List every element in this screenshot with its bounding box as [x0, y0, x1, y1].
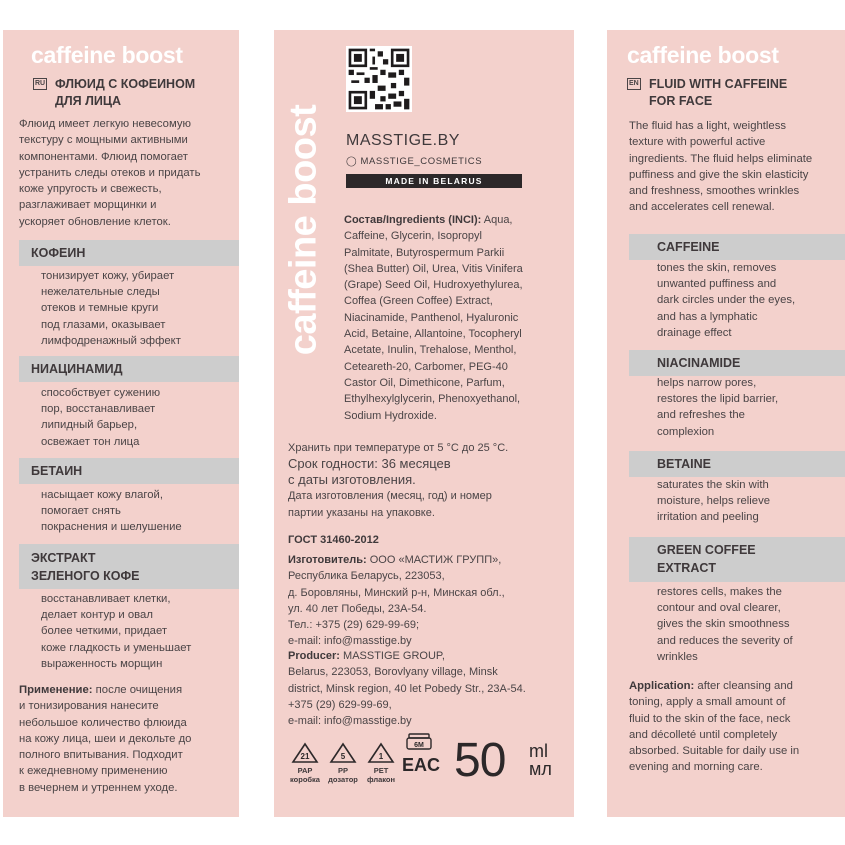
svg-text:1: 1: [378, 752, 384, 761]
svg-text:6M: 6M: [414, 742, 424, 749]
left-header: [33, 76, 233, 112]
lang-badge-en: EN: [627, 78, 641, 90]
brand-logo-right: caffeine boost: [627, 42, 779, 68]
instagram-icon: ◯: [346, 156, 358, 167]
left-intro: Флюид имеет легкую невесомую текстуру с мощными активными компонентами. Флюид помогает устранить следы отеков и придать коже упругость и свежесть, разглаживает морщинки и ускоряет обновление клеток.: [19, 118, 201, 228]
right-title: FLUID WITH CAFFEINE FOR FACE: [649, 77, 788, 108]
eac-mark: EAC: [402, 755, 441, 775]
section-label-niacinamide-ru: НИАЦИНАМИД: [31, 362, 123, 376]
brand-logo-left: caffeine boost: [31, 42, 183, 68]
made-in-badge: MADE IN BELARUS: [346, 174, 522, 188]
gost-label: ГОСТ 31460-2012: [288, 534, 379, 546]
recycling-triangle-icon: [291, 742, 319, 764]
recycling-triangle-icon: [367, 742, 395, 764]
qr-code-icon: [346, 46, 412, 112]
section-label-caffeine-en: CAFFEINE: [657, 240, 720, 254]
volume-unit: ml мл: [529, 741, 552, 779]
section-label-caffeine-ru: КОФЕИН: [31, 246, 86, 260]
website-label: MASSTIGE.BY: [346, 132, 460, 149]
recycling-triangle-icon: [329, 742, 357, 764]
section-label-betaine-en: BETAINE: [657, 457, 711, 471]
right-intro: The fluid has a light, weightless texture with powerful active ingredients. The fluid helps eliminate puffiness and give the skin elasticity and freshness, smoothes wrinkles and accelerates cell renewal.: [629, 120, 813, 214]
section-desc-niacinamide-ru: способствует сужению пор, восстанавливает липидный барьер, освежает тон лица: [41, 387, 161, 448]
section-desc-niacinamide-en: helps narrow pores, restores the lipid barrier, and refreshes the complexion: [657, 377, 779, 438]
middle-panel: [274, 30, 574, 817]
vertical-brand-logo: caffeine boost: [282, 104, 325, 356]
pao-jar-icon: [405, 732, 433, 750]
left-panel-ru: [3, 30, 239, 817]
left-usage: Применение: после очищения и тонизирования нанесите небольшое количество флюида на кожу лица, шеи и декольте до полного впитывания. Подходит к ежедневному применению в вечернем и утреннем уходе.: [19, 684, 192, 794]
section-label-green-coffee-en: GREEN COFFEE EXTRACT: [657, 543, 756, 575]
maker-block: Изготовитель: ООО «МАСТИЖ ГРУПП», Республика Беларусь, 223053, д. Боровляны, Минский р-н, Минская обл., ул. 40 лет Победы, 23А-54. Тел.: +375 (29) 629-99-69; e-mail: info@masstige.by: [288, 554, 505, 648]
recycling-mark-pap: 21 PAP коробка: [288, 742, 322, 784]
section-desc-green-coffee-en: restores cells, makes the contour and oval clearer, gives the skin smoothness and reduces the severity of wrinkles: [657, 586, 793, 663]
section-label-green-coffee-ru: ЭКСТРАКТ ЗЕЛЕНОГО КОФЕ: [31, 551, 140, 583]
lang-badge-ru: RU: [33, 78, 47, 90]
section-desc-caffeine-ru: тонизирует кожу, убирает нежелательные следы отеков и темные круги под глазами, оказывает лимфодренажный эффект: [41, 270, 181, 347]
right-header: [627, 76, 839, 112]
storage-block: Хранить при температуре от 5 °С до 25 °С. Срок годности: 36 месяцев с даты изготовления. Дата изготовления (месяц, год) и номер партии указаны на упаковке.: [288, 442, 509, 519]
producer-block: Producer: MASSTIGE GROUP, Belarus, 223053, Borovlyany village, Minsk district, Minsk region, 40 let Pobedy Str., 23A-54. +375 (29) 629-99-69, e-mail: info@masstige.by: [288, 650, 526, 728]
right-usage: Application: after cleansing and toning, apply a small amount of fluid to the skin of the face, neck and décolleté until completely absorbed. Suitable for daily use in evening and morning care.: [629, 680, 800, 774]
section-label-betaine-ru: БЕТАИН: [31, 464, 83, 478]
section-desc-betaine-en: saturates the skin with moisture, helps relieve irritation and peeling: [657, 479, 771, 524]
section-desc-green-coffee-ru: восстанавливает клетки, делает контур и овал более четкими, придает коже гладкость и уменьшает выраженность морщин: [41, 593, 192, 670]
instagram-handle: ◯ MASSTIGE_COSMETICS: [346, 156, 483, 167]
section-label-niacinamide-en: NIACINAMIDE: [657, 356, 741, 370]
section-desc-betaine-ru: насыщает кожу влагой, помогает снять покраснения и шелушение: [41, 489, 182, 534]
recycling-mark-pet: 1 PET флакон: [364, 742, 398, 784]
left-title: ФЛЮИД С КОФЕИНОМ ДЛЯ ЛИЦА: [55, 77, 196, 108]
volume-value: 50: [454, 734, 506, 787]
svg-text:5: 5: [340, 752, 346, 761]
ingredients-block: Состав/Ingredients (INCI): Aqua, Caffeine, Glycerin, Isopropyl Palmitate, Butyrospermum Parkii (Shea Butter) Oil, Urea, Vitis Vinifera (Grape) Seed Oil, Hudroxyethylurea, Coffea (Green Coffee) Extract, Niacinamide, Panthenol, Hyaluronic Acid, Betaine, Allantoine, Tocopheryl Acetate, Inulin, Trehalose, Menthol, Ceteareth-20, Carbomer, PEG-40 Castor Oil, Dimethicone, Parfum, Ethylhexylglycerin, Phenoxyethanol, Sodium Hydroxide.: [344, 214, 523, 422]
recycling-mark-pp: 5 PP дозатор: [326, 742, 360, 784]
svg-text:21: 21: [300, 752, 310, 761]
right-panel-en: [607, 30, 845, 817]
pao-eac-marks: [402, 732, 441, 775]
section-desc-caffeine-en: tones the skin, removes unwanted puffiness and dark circles under the eyes, and has a lymphatic drainage effect: [657, 262, 796, 339]
